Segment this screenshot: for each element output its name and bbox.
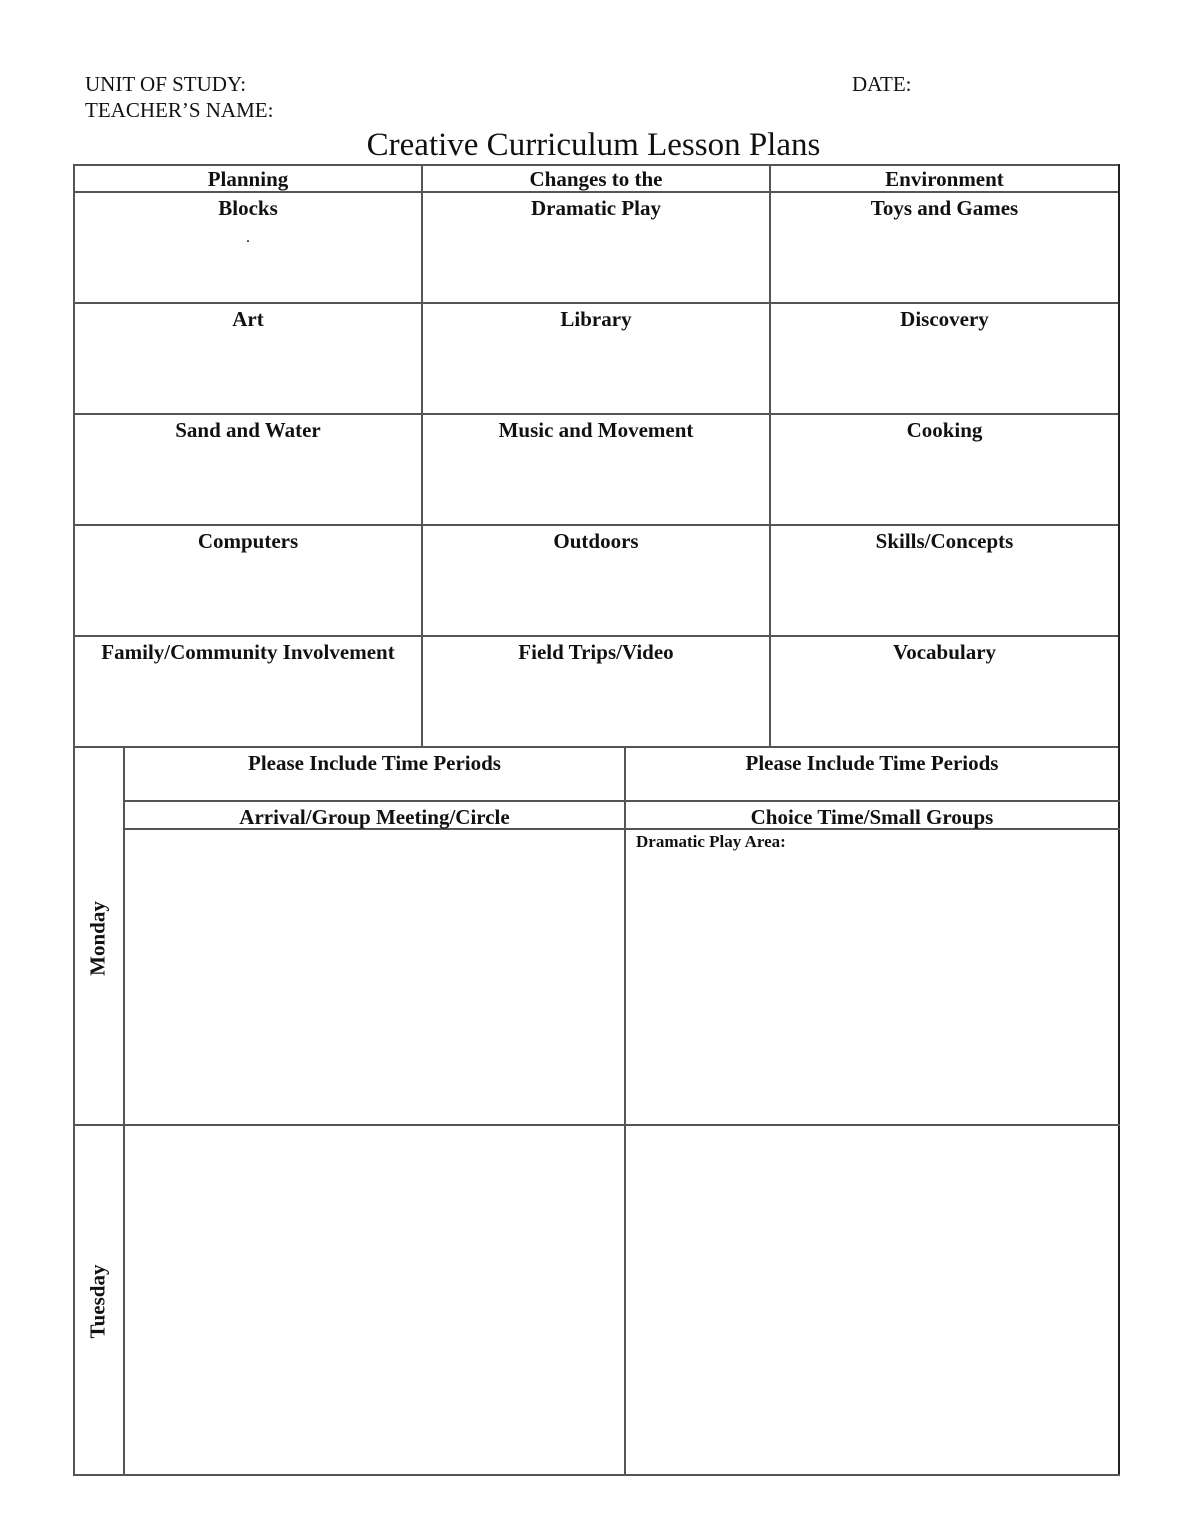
cell-art: Art (232, 307, 264, 331)
cell-skills-concepts: Skills/Concepts (875, 529, 1014, 553)
dramatic-play-area-label: Dramatic Play Area: (636, 832, 786, 851)
teachers-name-label: TEACHER’S NAME: (85, 98, 274, 122)
header-planning: Planning (207, 167, 289, 191)
cell-field-trips: Field Trips/Video (518, 640, 674, 664)
cell-family-community: Family/Community Involvement (101, 640, 395, 664)
cell-sand-and-water: Sand and Water (175, 418, 321, 442)
right-time-note: Please Include Time Periods (745, 751, 999, 775)
monday-choice-time-area[interactable] (626, 852, 1118, 1124)
tuesday-arrival-area[interactable] (125, 1126, 624, 1474)
left-heading-arrival: Arrival/Group Meeting/Circle (239, 805, 510, 829)
cell-computers: Computers (197, 529, 299, 553)
day-label-monday: Monday (85, 901, 110, 976)
monday-arrival-area[interactable] (125, 830, 624, 1124)
cell-blocks: Blocks (218, 196, 278, 220)
page-title: Creative Curriculum Lesson Plans (366, 127, 821, 163)
cell-dramatic-play: Dramatic Play (530, 196, 662, 220)
cell-vocabulary: Vocabulary (892, 640, 997, 664)
cell-music-and-movement: Music and Movement (498, 418, 694, 442)
unit-of-study-label: UNIT OF STUDY: (85, 72, 247, 96)
date-label: DATE: (852, 72, 912, 96)
cell-library: Library (560, 307, 632, 331)
blocks-mark: . (246, 229, 250, 246)
header-environment: Environment (885, 167, 1004, 191)
left-time-note: Please Include Time Periods (248, 751, 501, 775)
cell-outdoors: Outdoors (553, 529, 639, 553)
day-label-tuesday: Tuesday (85, 1264, 110, 1339)
right-heading-choice-time: Choice Time/Small Groups (750, 805, 994, 829)
cell-cooking: Cooking (906, 418, 983, 442)
tuesday-choice-time-area[interactable] (626, 1126, 1118, 1474)
cell-toys-and-games: Toys and Games (870, 196, 1019, 220)
cell-discovery: Discovery (900, 307, 989, 331)
header-changes: Changes to the (529, 167, 663, 191)
